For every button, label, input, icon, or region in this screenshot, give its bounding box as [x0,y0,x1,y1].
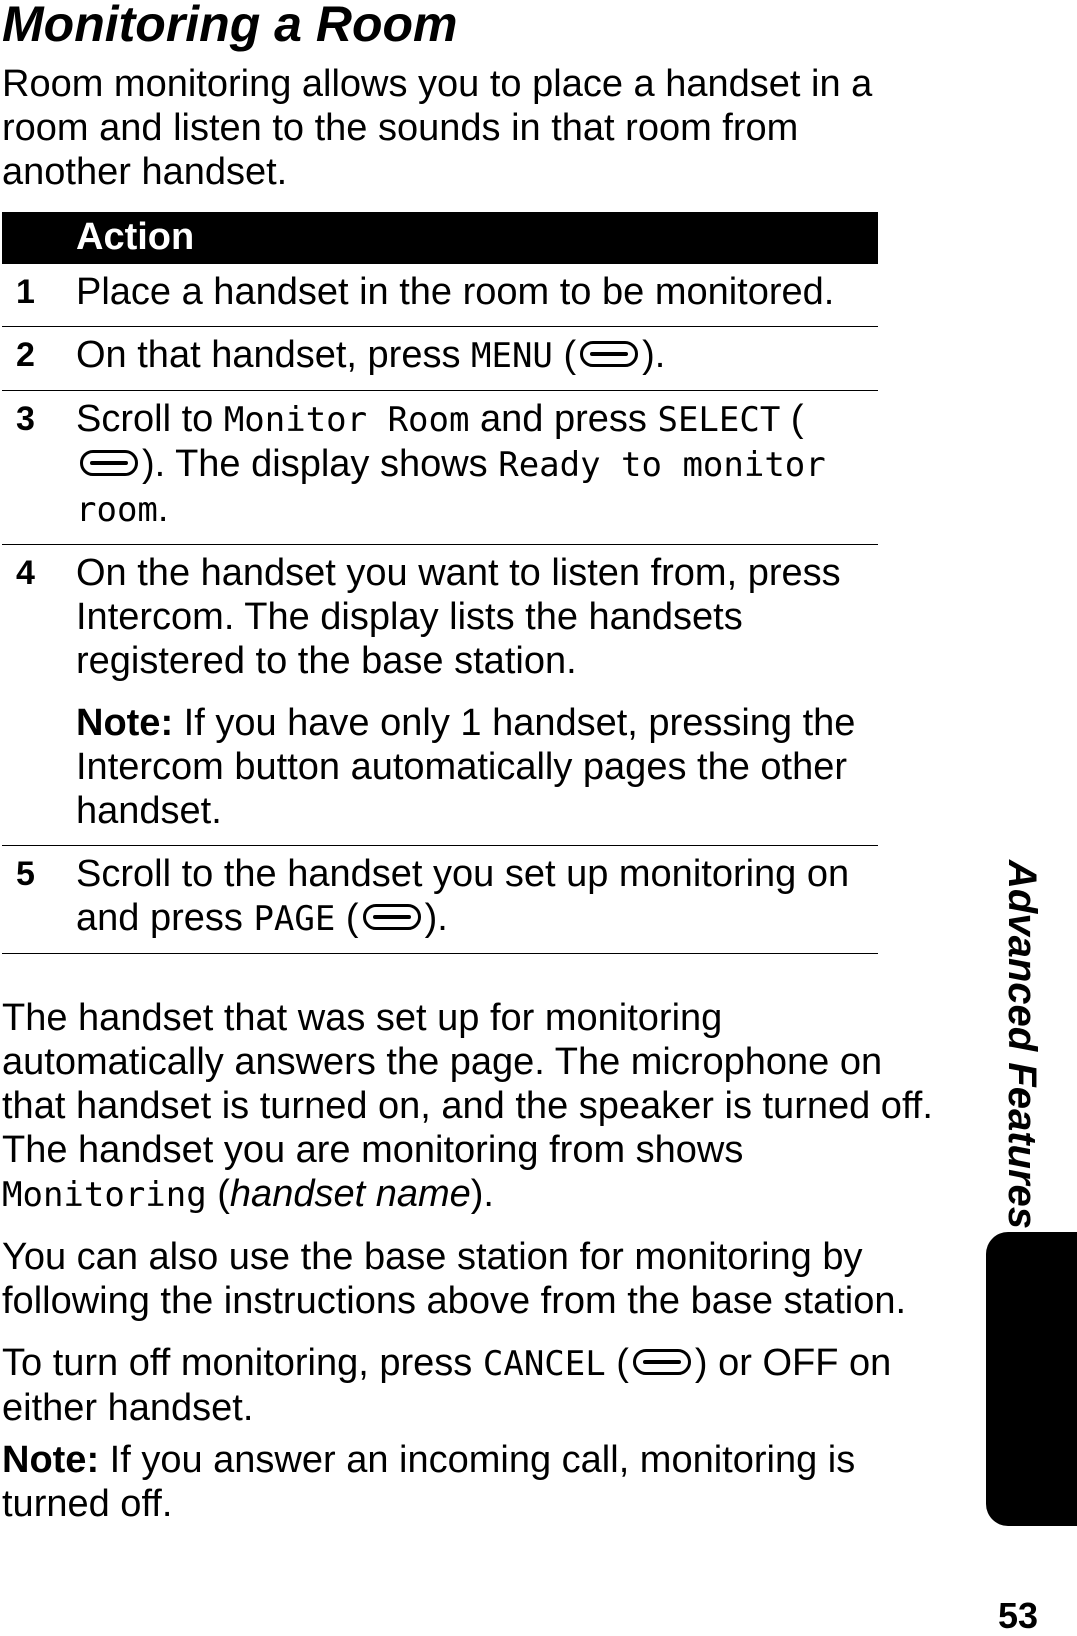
step-text-part: and press [469,398,658,440]
table-row [2,264,878,327]
handset-name-placeholder: handset name [229,1173,471,1215]
step-number: 5 [2,846,76,954]
outro-text: The handset that was set up for monitoring automatically answers the page. The microphone on that handset is turned on, and the speaker is turned off. The handset you are monitoring from shows [2,997,933,1171]
outro-note [2,1438,942,1526]
table-row [2,391,878,545]
lcd-page-label: PAGE [253,899,336,939]
step-note [76,701,858,833]
page-title: Monitoring a Room [2,0,458,52]
step-text-part: ). [424,897,448,939]
step-text: Scroll to Monitor Room and press SELECT (). The display shows Ready to monitor room. [76,391,878,545]
action-table [2,212,878,954]
outro-text: ) or OFF on either handset. [2,1342,892,1429]
lcd-monitoring-label: Monitoring [2,1175,207,1215]
table-row [2,545,878,846]
outro-text: To turn off monitoring, press [2,1342,483,1384]
outro-paragraph-3: To turn off monitoring, press CANCEL ( ) or OFF on either handset. [2,1342,892,1429]
page-number: 53 [998,1595,1039,1636]
intro-paragraph: Room monitoring allows you to place a handset in a room and listen to the sounds in that room from another handset. [2,63,873,193]
table-header-action: Action [2,212,878,264]
step-number: 1 [2,264,76,327]
step-text [76,545,878,846]
note-text: If you have only 1 handset, pressing the Intercom button automatically pages the other handset. [76,702,856,832]
softkey-button-icon [80,450,138,476]
step-text-part: On that handset, press [76,334,472,376]
softkey-button-icon [580,341,638,367]
step-text-part: ). The display shows [142,443,499,485]
step-text-part: On the handset you want to listen from, press Intercom. The display lists the handsets registered to the base station. [76,552,841,682]
step-text: On that handset, press MENU ( ). [76,327,878,391]
outro-section [2,996,942,1544]
step-number: 3 [2,391,76,545]
lcd-monitor-room-label: Monitor Room [223,400,470,440]
lcd-select-label: SELECT [657,400,781,440]
step-text-part: ). [642,334,666,376]
softkey-button-icon [363,904,421,930]
table-header-row [2,212,878,264]
outro-text: ). [470,1173,494,1215]
step-text-part: Scroll to the handset you set up monitoring on and press [76,853,850,939]
lcd-ready-label: Ready to monitor room [76,445,826,530]
step-number: 2 [2,327,76,391]
note-label: Note: [76,702,174,744]
softkey-button-icon [633,1349,691,1375]
lcd-menu-label: MENU [471,336,553,376]
outro-paragraph-1: The handset that was set up for monitoring automatically answers the page. The microphone on that handset is turned on, and the speaker is turned off. The handset you are monitoring from shows Monitoring (handset name). [2,997,933,1215]
step-text-part: Scroll to [76,398,224,440]
step-text: Scroll to the handset you set up monitoring on and press PAGE ( ). [76,846,878,954]
outro-paragraph-2: You can also use the base station for monitoring by following the instructions above from the base station. [2,1236,907,1322]
step-text: Place a handset in the room to be monitored. [76,264,878,327]
side-tab-label: Advanced Features [1000,860,1044,1230]
lcd-cancel-label: CANCEL [482,1344,606,1384]
side-tab-block [986,1232,1077,1526]
table-row [2,846,878,954]
step-number: 4 [2,545,76,846]
note-text: If you answer an incoming call, monitoring is turned off. [2,1439,856,1525]
note-label: Note: [2,1439,100,1481]
table-row [2,327,878,391]
step-text-part: . [157,488,169,530]
